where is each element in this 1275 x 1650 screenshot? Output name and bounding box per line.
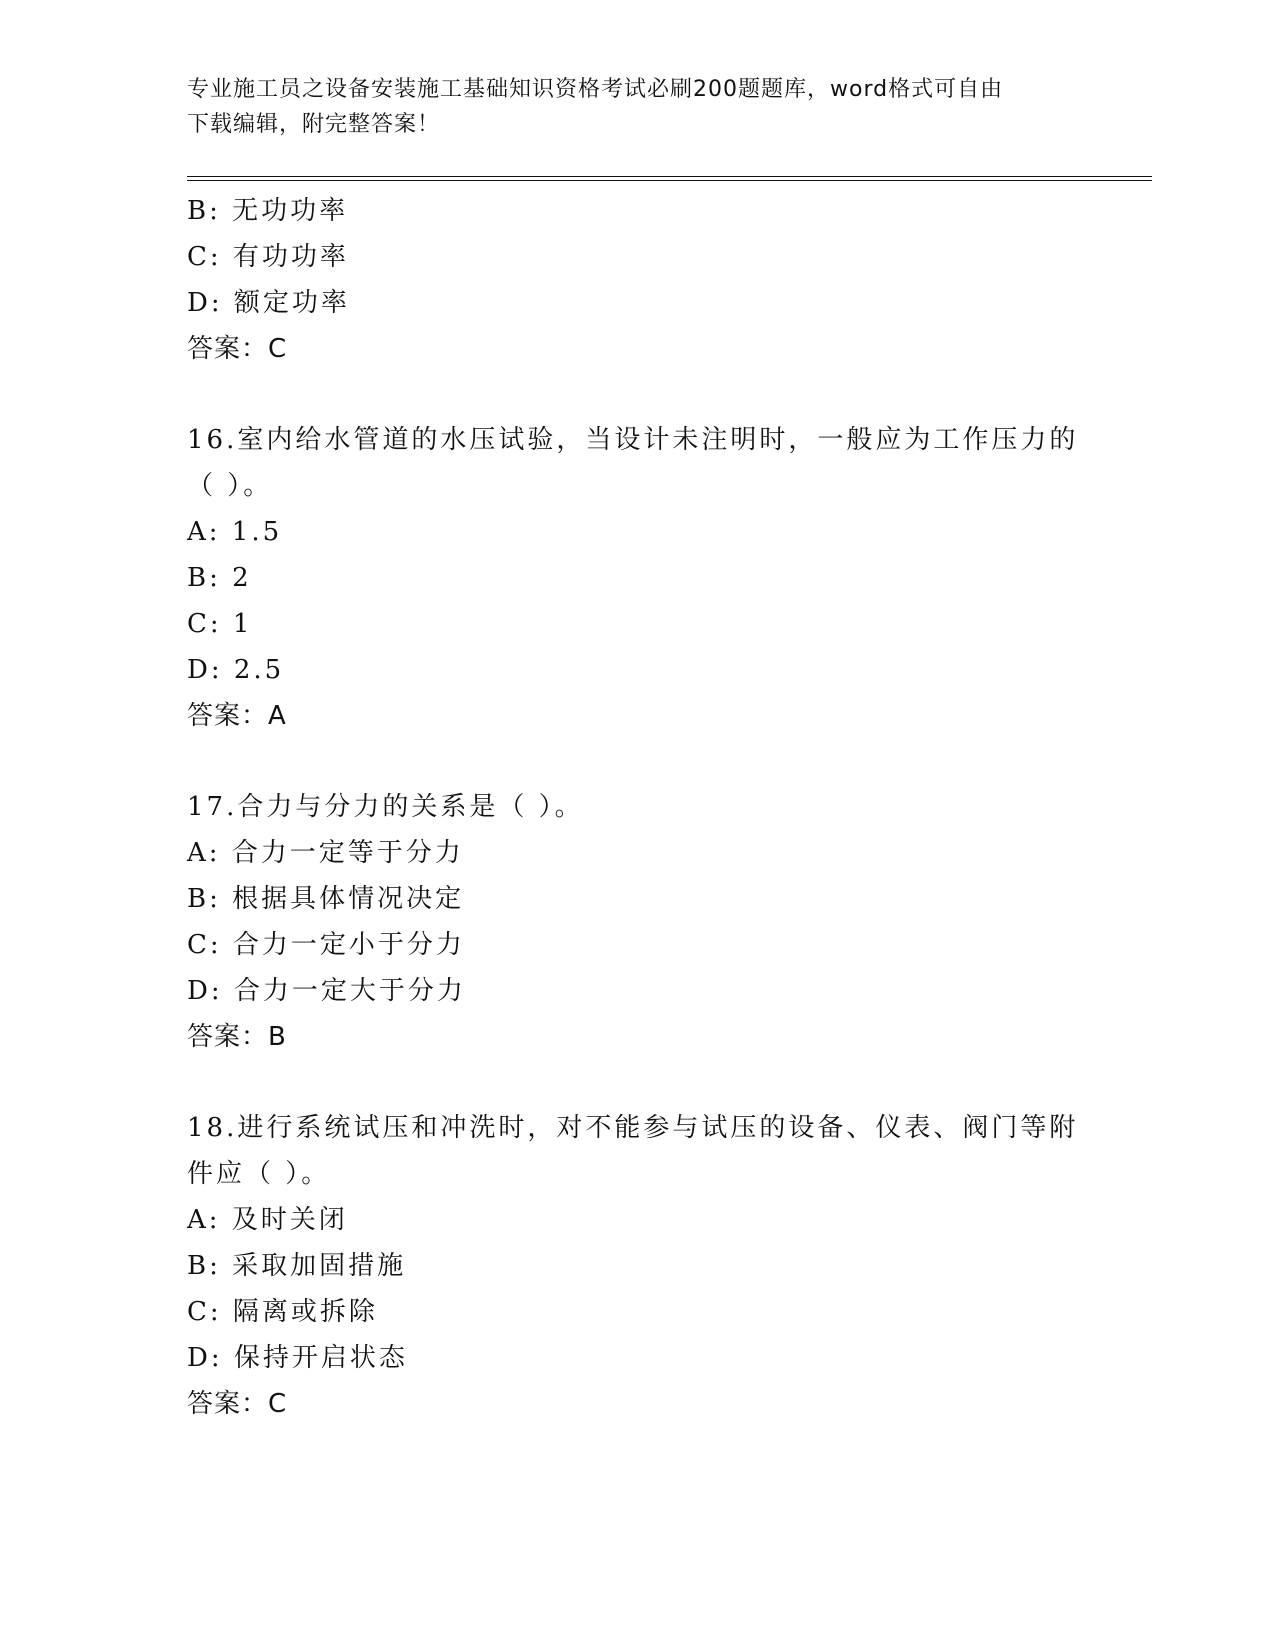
answer: 答案：C (187, 1389, 288, 1419)
option-b: B: 2 (187, 563, 252, 593)
question-stem-line-1: 16.室内给水管道的水压试验，当设计未注明时，一般应为工作压力的 (187, 425, 1079, 455)
option-c: C: 合力一定小于分力 (187, 930, 465, 960)
option-b: B: 根据具体情况决定 (187, 884, 465, 914)
question-stem-line-2: 件应（ ）。 (187, 1159, 331, 1189)
option-c: C: 1 (187, 609, 253, 639)
answer: 答案：C (187, 334, 288, 364)
option-d: D: 2.5 (187, 655, 285, 685)
option-c: C: 隔离或拆除 (187, 1297, 378, 1327)
answer: 答案：B (187, 1022, 287, 1052)
option-a: A: 及时关闭 (187, 1205, 348, 1235)
answer: 答案：A (187, 701, 287, 731)
question-15-partial (187, 188, 1087, 372)
question-16 (187, 417, 1087, 739)
option-d: D: 额定功率 (187, 288, 350, 318)
option-a: A: 1.5 (187, 517, 283, 547)
header-title-line-2: 下载编辑，附完整答案！ (187, 112, 441, 137)
question-stem-line-1: 18.进行系统试压和冲洗时，对不能参与试压的设备、仪表、阀门等附 (187, 1113, 1079, 1143)
option-d: D: 保持开启状态 (187, 1343, 408, 1373)
option-c: C: 有功功率 (187, 242, 349, 272)
option-b: B: 无功功率 (187, 196, 349, 226)
question-18 (187, 1105, 1087, 1427)
header-title-line-1: 专业施工员之设备安装施工基础知识资格考试必刷200题题库，word格式可自由 (187, 77, 1004, 102)
question-stem-line-1: 17.合力与分力的关系是（ ）。 (187, 792, 584, 822)
question-list (187, 188, 1087, 1427)
question-17 (187, 784, 1087, 1060)
option-b: B: 采取加固措施 (187, 1251, 407, 1281)
question-stem-line-2: （ ）。 (187, 471, 273, 501)
header-divider-top (187, 176, 1152, 177)
document-header (187, 72, 1067, 142)
header-divider-bottom (187, 180, 1152, 181)
option-a: A: 合力一定等于分力 (187, 838, 464, 868)
option-d: D: 合力一定大于分力 (187, 976, 466, 1006)
